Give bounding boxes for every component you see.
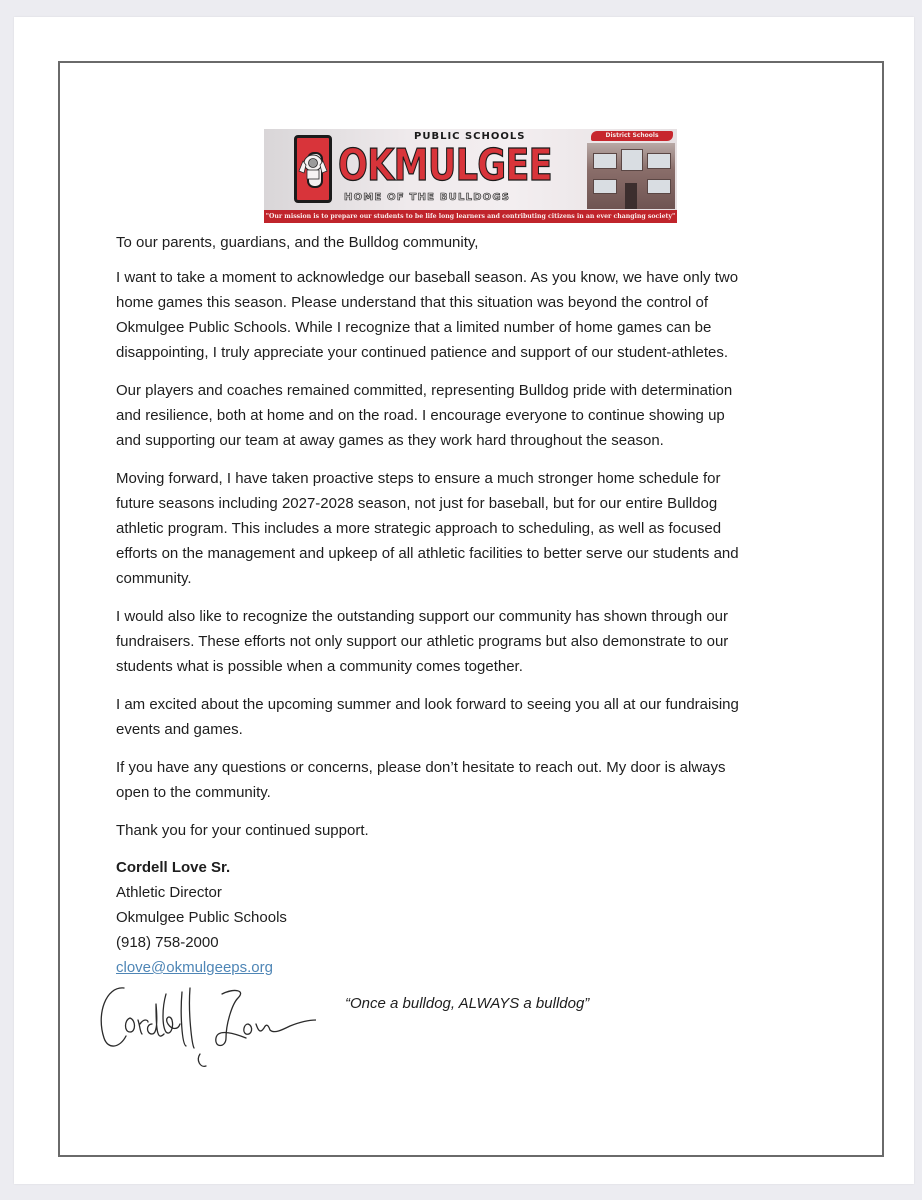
banner-school-name: OKMULGEE xyxy=(338,140,552,191)
paragraph-line: home games this season. Please understand that this situation was beyond the control of xyxy=(116,294,709,311)
letter-body xyxy=(116,230,816,856)
paragraph-line: fundraisers. These efforts not only support our athletic programs but also demonstrate to our xyxy=(116,633,729,650)
paragraph-line: and resilience, both at home and on the road. I encourage everyone to continue showing up xyxy=(116,407,725,424)
letter-greeting: To our parents, guardians, and the Bulldog community, xyxy=(116,234,479,251)
signer-email-link[interactable]: clove@okmulgeeps.org xyxy=(116,959,273,976)
school-building-photo xyxy=(587,143,675,209)
building-door xyxy=(625,183,637,209)
building-window xyxy=(647,153,671,169)
paragraph-line: Okmulgee Public Schools. While I recognize that a limited number of home games can be xyxy=(116,319,712,336)
paragraph-line: future seasons including 2027-2028 season, not just for baseball, but for our entire Bulldog xyxy=(116,495,718,512)
paragraph-line: Our players and coaches remained committed, representing Bulldog pride with determination xyxy=(116,382,733,399)
letter-paragraph xyxy=(116,818,816,843)
letter-paragraph xyxy=(116,692,816,742)
building-window xyxy=(593,153,617,169)
paragraph-line: and supporting our team at away games as they work hard throughout the season. xyxy=(116,432,664,449)
paragraph-line: If you have any questions or concerns, please don’t hesitate to reach out. My door is always xyxy=(116,759,726,776)
paragraph-line: Moving forward, I have taken proactive steps to ensure a much stronger home schedule for xyxy=(116,470,721,487)
school-banner-logo xyxy=(264,129,677,223)
handwritten-signature-icon xyxy=(86,980,316,1070)
paragraph-line: disappointing, I truly appreciate your continued patience and support of our student-athletes. xyxy=(116,344,729,361)
banner-home-of-bulldogs: HOME OF THE BULLDOGS xyxy=(344,192,511,203)
signer-title: Athletic Director xyxy=(116,884,222,901)
motto-quote: “Once a bulldog, ALWAYS a bulldog” xyxy=(345,995,590,1012)
letter-paragraph xyxy=(116,604,816,679)
banner-public-schools: PUBLIC SCHOOLS xyxy=(414,131,526,142)
banner-mission-statement: "Our mission is to prepare our students to be life long learners and contributing citizens in an ever changing society" xyxy=(264,210,677,223)
letter-paragraph xyxy=(116,378,816,453)
paragraph-line: I am excited about the upcoming summer and look forward to seeing you all at our fundraising xyxy=(116,696,739,713)
paragraph-line: efforts on the management and upkeep of all athletic facilities to better serve our students and xyxy=(116,545,739,562)
building-window xyxy=(647,179,671,194)
signer-name: Cordell Love Sr. xyxy=(116,859,231,876)
paragraph-line: community. xyxy=(116,570,192,587)
paragraph-line: athletic program. This includes a more strategic approach to scheduling, as well as focused xyxy=(116,520,722,537)
signer-organization: Okmulgee Public Schools xyxy=(116,909,287,926)
letter-paragraph xyxy=(116,466,816,591)
banner-ribbon: District Schools xyxy=(591,131,673,141)
paragraph-line: events and games. xyxy=(116,721,243,738)
paragraph-line: Thank you for your continued support. xyxy=(116,822,369,839)
signature-block xyxy=(116,855,287,980)
letter-paragraph xyxy=(116,265,816,365)
bulldog-mascot-icon xyxy=(297,151,329,181)
building-window xyxy=(593,179,617,194)
building-window xyxy=(621,149,643,171)
letter-paragraphs xyxy=(116,265,816,843)
signer-phone: (918) 758-2000 xyxy=(116,934,219,951)
paragraph-line: students what is possible when a community comes together. xyxy=(116,658,523,675)
letter-paragraph xyxy=(116,755,816,805)
paragraph-line: I want to take a moment to acknowledge our baseball season. As you know, we have only two xyxy=(116,269,739,286)
paragraph-line: I would also like to recognize the outstanding support our community has shown through our xyxy=(116,608,729,625)
paragraph-line: open to the community. xyxy=(116,784,271,801)
